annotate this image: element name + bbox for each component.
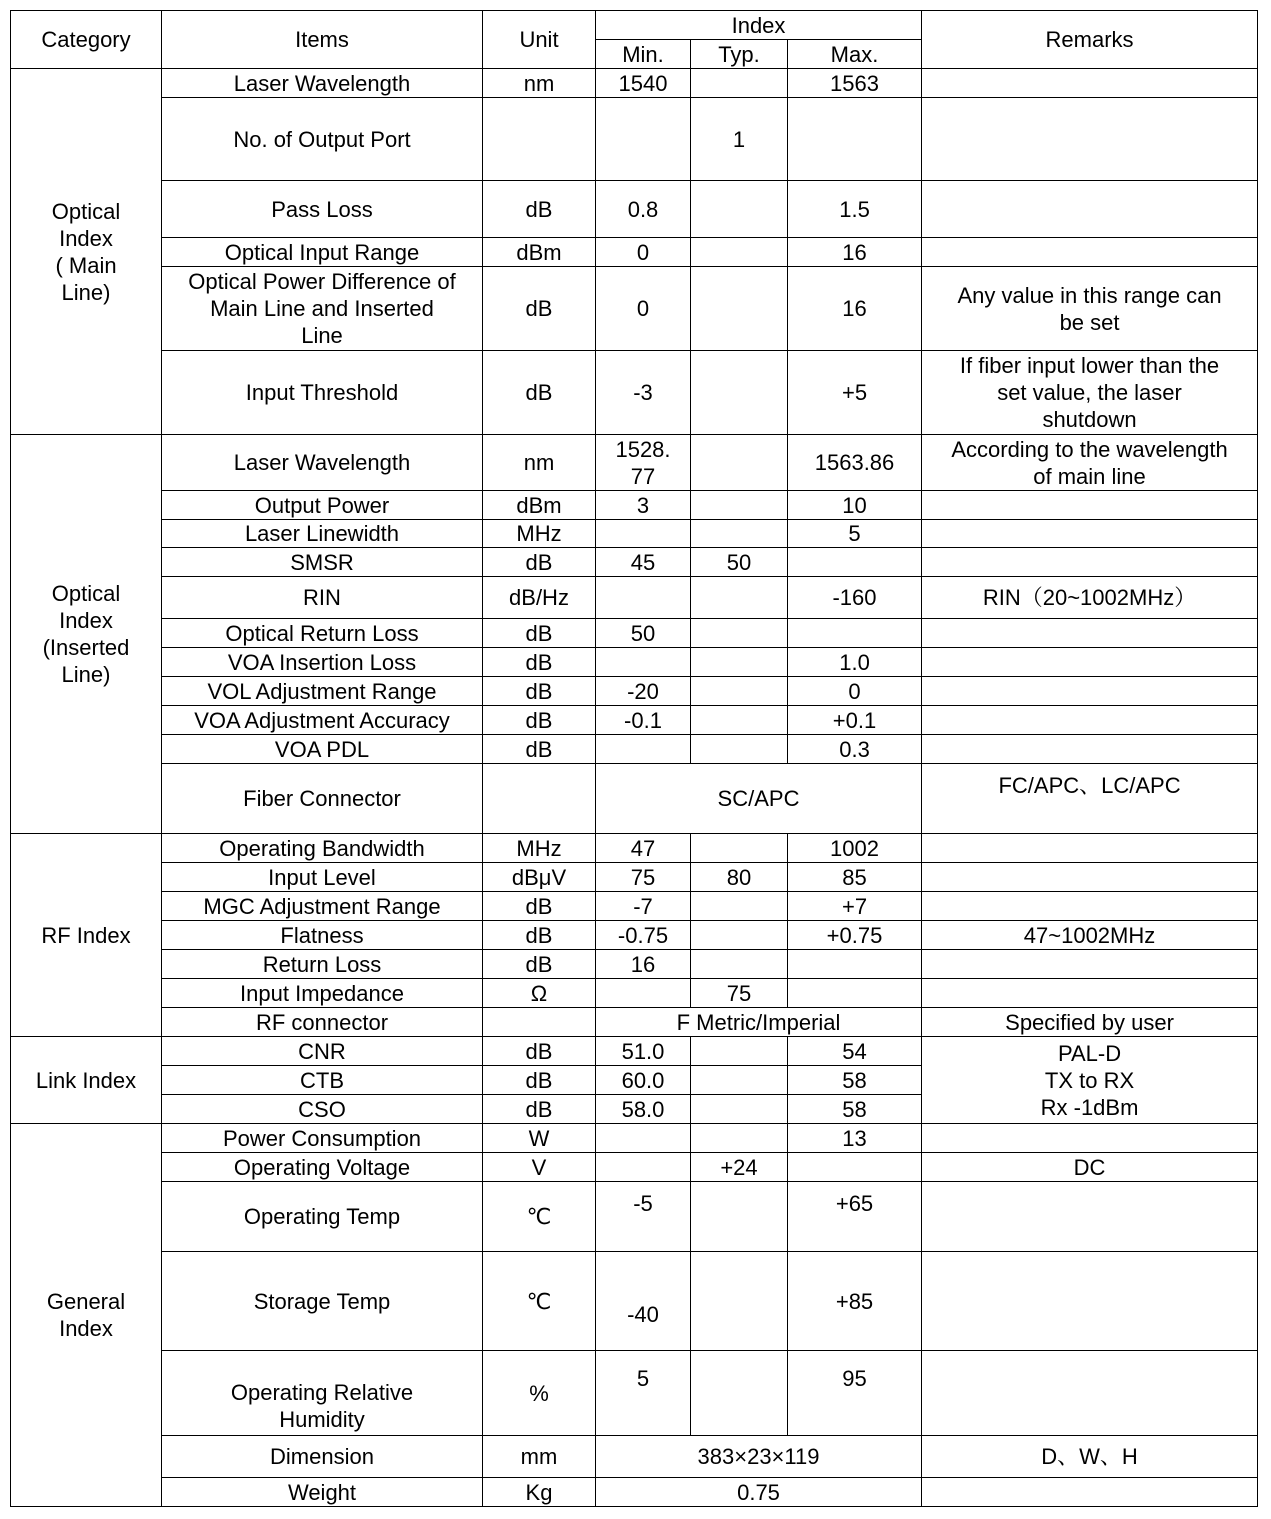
min-cell: 58.0	[596, 1095, 691, 1124]
min-cell: -3	[596, 351, 691, 435]
unit-cell: ℃	[483, 1252, 596, 1351]
table-row	[11, 648, 1258, 677]
item-cell: CNR	[162, 1037, 483, 1066]
dimension-value: 383×23×119	[596, 1436, 922, 1478]
unit-cell: dB	[483, 548, 596, 577]
item-cell: No. of Output Port	[162, 98, 483, 181]
max-cell: 1563.86	[788, 435, 922, 491]
min-cell	[596, 1124, 691, 1153]
typ-cell	[691, 892, 788, 921]
table-row	[11, 520, 1258, 548]
min-cell: 1528. 77	[596, 435, 691, 491]
table-row	[11, 351, 1258, 435]
remarks-cell	[922, 69, 1258, 98]
max-cell	[788, 619, 922, 648]
unit-cell: dB	[483, 950, 596, 979]
unit-cell: dB	[483, 706, 596, 735]
category-link: Link Index	[11, 1037, 162, 1124]
min-cell	[596, 735, 691, 764]
header-index: Index	[596, 11, 922, 40]
min-cell: 60.0	[596, 1066, 691, 1095]
remarks-cell	[922, 491, 1258, 520]
unit-cell: dB	[483, 735, 596, 764]
max-cell	[788, 1153, 922, 1182]
table-row	[11, 577, 1258, 619]
item-cell: VOA Insertion Loss	[162, 648, 483, 677]
item-cell: CSO	[162, 1095, 483, 1124]
typ-cell	[691, 577, 788, 619]
header-max: Max.	[788, 40, 922, 69]
table-row	[11, 863, 1258, 892]
item-cell: Fiber Connector	[162, 764, 483, 834]
unit-cell: dB	[483, 892, 596, 921]
item-cell: Weight	[162, 1478, 483, 1507]
max-cell: 1563	[788, 69, 922, 98]
item-cell: Operating Bandwidth	[162, 834, 483, 863]
typ-cell: 1	[691, 98, 788, 181]
typ-cell: 75	[691, 979, 788, 1008]
item-cell: VOL Adjustment Range	[162, 677, 483, 706]
remarks-cell: If fiber input lower than the set value, the laser shutdown	[922, 351, 1258, 435]
typ-cell	[691, 648, 788, 677]
typ-cell	[691, 267, 788, 351]
table-row	[11, 1182, 1258, 1252]
unit-cell: dB/Hz	[483, 577, 596, 619]
max-cell: +0.75	[788, 921, 922, 950]
remarks-cell	[922, 181, 1258, 238]
header-typ: Typ.	[691, 40, 788, 69]
table-row	[11, 677, 1258, 706]
max-cell: 58	[788, 1066, 922, 1095]
table-row	[11, 238, 1258, 267]
table-row	[11, 1124, 1258, 1153]
remarks-cell	[922, 863, 1258, 892]
table-row	[11, 619, 1258, 648]
typ-cell	[691, 1095, 788, 1124]
unit-cell: dB	[483, 181, 596, 238]
table-row	[11, 1351, 1258, 1436]
header-min: Min.	[596, 40, 691, 69]
remarks-cell	[922, 238, 1258, 267]
min-cell: 45	[596, 548, 691, 577]
item-cell: Flatness	[162, 921, 483, 950]
item-cell: Optical Input Range	[162, 238, 483, 267]
unit-cell: dB	[483, 619, 596, 648]
table-row	[11, 764, 1258, 834]
unit-cell: dBm	[483, 238, 596, 267]
remarks-cell	[922, 548, 1258, 577]
remarks-cell: DC	[922, 1153, 1258, 1182]
min-cell: -0.75	[596, 921, 691, 950]
remarks-cell	[922, 892, 1258, 921]
min-cell: 3	[596, 491, 691, 520]
remarks-cell	[922, 648, 1258, 677]
max-cell: 1.0	[788, 648, 922, 677]
typ-cell	[691, 735, 788, 764]
item-cell: Laser Wavelength	[162, 69, 483, 98]
unit-cell: Ω	[483, 979, 596, 1008]
item-cell: Operating Voltage	[162, 1153, 483, 1182]
unit-cell: W	[483, 1124, 596, 1153]
category-general: General Index	[11, 1124, 162, 1507]
unit-cell: dBμV	[483, 863, 596, 892]
typ-cell	[691, 1066, 788, 1095]
typ-cell	[691, 181, 788, 238]
remarks-cell	[922, 520, 1258, 548]
unit-cell: Kg	[483, 1478, 596, 1507]
max-cell	[788, 979, 922, 1008]
typ-cell	[691, 921, 788, 950]
max-cell: 10	[788, 491, 922, 520]
header-category: Category	[11, 11, 162, 69]
item-cell: Input Threshold	[162, 351, 483, 435]
spec-table	[10, 10, 1258, 1507]
item-cell: Input Impedance	[162, 979, 483, 1008]
remarks-cell	[922, 706, 1258, 735]
item-cell: Optical Return Loss	[162, 619, 483, 648]
item-cell: CTB	[162, 1066, 483, 1095]
remarks-cell	[922, 834, 1258, 863]
max-cell: 0.3	[788, 735, 922, 764]
unit-cell	[483, 764, 596, 834]
max-cell: -160	[788, 577, 922, 619]
unit-cell	[483, 1008, 596, 1037]
item-cell: Pass Loss	[162, 181, 483, 238]
min-cell: -0.1	[596, 706, 691, 735]
unit-cell: MHz	[483, 520, 596, 548]
unit-cell: dB	[483, 648, 596, 677]
typ-cell	[691, 1351, 788, 1436]
table-row	[11, 69, 1258, 98]
unit-cell: nm	[483, 69, 596, 98]
min-cell: -5	[596, 1182, 691, 1252]
typ-cell	[691, 1037, 788, 1066]
min-cell: 75	[596, 863, 691, 892]
table-row	[11, 921, 1258, 950]
remarks-cell	[922, 735, 1258, 764]
min-cell: 16	[596, 950, 691, 979]
min-cell	[596, 520, 691, 548]
min-cell	[596, 577, 691, 619]
min-cell	[596, 1153, 691, 1182]
max-cell: 54	[788, 1037, 922, 1066]
unit-cell: dB	[483, 267, 596, 351]
min-cell: 1540	[596, 69, 691, 98]
max-cell	[788, 98, 922, 181]
item-cell: Storage Temp	[162, 1252, 483, 1351]
unit-cell: V	[483, 1153, 596, 1182]
remarks-cell	[922, 1351, 1258, 1436]
item-cell: RIN	[162, 577, 483, 619]
unit-cell: dB	[483, 921, 596, 950]
max-cell: +65	[788, 1182, 922, 1252]
table-row	[11, 548, 1258, 577]
remarks-cell: Any value in this range can be set	[922, 267, 1258, 351]
max-cell: 58	[788, 1095, 922, 1124]
remarks-cell: FC/APC、LC/APC	[922, 764, 1258, 834]
min-cell: 0	[596, 267, 691, 351]
max-cell	[788, 548, 922, 577]
item-cell: Operating Temp	[162, 1182, 483, 1252]
max-cell: +7	[788, 892, 922, 921]
remarks-cell	[922, 677, 1258, 706]
typ-cell	[691, 435, 788, 491]
item-cell: Output Power	[162, 491, 483, 520]
item-cell: Dimension	[162, 1436, 483, 1478]
category-optical-inserted: Optical Index (Inserted Line)	[11, 435, 162, 834]
table-row	[11, 892, 1258, 921]
remarks-cell	[922, 1124, 1258, 1153]
table-row	[11, 950, 1258, 979]
item-cell: Input Level	[162, 863, 483, 892]
unit-cell: dB	[483, 677, 596, 706]
max-cell: 1002	[788, 834, 922, 863]
unit-cell: dB	[483, 1037, 596, 1066]
table-row	[11, 979, 1258, 1008]
item-cell: VOA PDL	[162, 735, 483, 764]
item-cell: MGC Adjustment Range	[162, 892, 483, 921]
typ-cell	[691, 1182, 788, 1252]
max-cell: 13	[788, 1124, 922, 1153]
unit-cell: ℃	[483, 1182, 596, 1252]
typ-cell: +24	[691, 1153, 788, 1182]
max-cell: +5	[788, 351, 922, 435]
unit-cell: nm	[483, 435, 596, 491]
remarks-cell: D、W、H	[922, 1436, 1258, 1478]
item-cell: Return Loss	[162, 950, 483, 979]
max-cell: 16	[788, 267, 922, 351]
remarks-cell: According to the wavelength of main line	[922, 435, 1258, 491]
typ-cell	[691, 1124, 788, 1153]
max-cell: 16	[788, 238, 922, 267]
max-cell: +0.1	[788, 706, 922, 735]
remarks-cell: RIN（20~1002MHz）	[922, 577, 1258, 619]
unit-cell: dBm	[483, 491, 596, 520]
typ-cell	[691, 351, 788, 435]
unit-cell: %	[483, 1351, 596, 1436]
min-cell	[596, 979, 691, 1008]
item-cell: Operating Relative Humidity	[162, 1351, 483, 1436]
min-cell: 0.8	[596, 181, 691, 238]
item-cell: Power Consumption	[162, 1124, 483, 1153]
typ-cell	[691, 520, 788, 548]
max-cell: +85	[788, 1252, 922, 1351]
table-row	[11, 491, 1258, 520]
remarks-cell	[922, 619, 1258, 648]
typ-cell	[691, 1252, 788, 1351]
max-cell: 5	[788, 520, 922, 548]
table-row	[11, 834, 1258, 863]
table-row	[11, 1037, 1258, 1066]
remarks-cell	[922, 98, 1258, 181]
fiber-connector-value: SC/APC	[596, 764, 922, 834]
unit-cell: mm	[483, 1436, 596, 1478]
item-cell: Laser Linewidth	[162, 520, 483, 548]
item-cell: Optical Power Difference of Main Line and Inserted Line	[162, 267, 483, 351]
typ-cell: 50	[691, 548, 788, 577]
unit-cell: MHz	[483, 834, 596, 863]
remarks-cell	[922, 950, 1258, 979]
remarks-cell	[922, 1478, 1258, 1507]
table-row	[11, 706, 1258, 735]
max-cell	[788, 950, 922, 979]
min-cell: 50	[596, 619, 691, 648]
table-row	[11, 1008, 1258, 1037]
category-rf: RF Index	[11, 834, 162, 1037]
item-cell: RF connector	[162, 1008, 483, 1037]
category-optical-main: Optical Index ( Main Line)	[11, 69, 162, 435]
typ-cell: 80	[691, 863, 788, 892]
table-row	[11, 735, 1258, 764]
typ-cell	[691, 491, 788, 520]
remarks-cell	[922, 1182, 1258, 1252]
max-cell: 0	[788, 677, 922, 706]
typ-cell	[691, 69, 788, 98]
typ-cell	[691, 950, 788, 979]
unit-cell: dB	[483, 1095, 596, 1124]
min-cell: -20	[596, 677, 691, 706]
table-row	[11, 98, 1258, 181]
typ-cell	[691, 238, 788, 267]
header-unit: Unit	[483, 11, 596, 69]
table-row	[11, 435, 1258, 491]
max-cell: 1.5	[788, 181, 922, 238]
min-cell: 47	[596, 834, 691, 863]
remarks-cell: 47~1002MHz	[922, 921, 1258, 950]
unit-cell: dB	[483, 351, 596, 435]
table-row	[11, 181, 1258, 238]
min-cell: -7	[596, 892, 691, 921]
remarks-cell	[922, 979, 1258, 1008]
table-row	[11, 1436, 1258, 1478]
item-cell: Laser Wavelength	[162, 435, 483, 491]
header-remarks: Remarks	[922, 11, 1258, 69]
typ-cell	[691, 619, 788, 648]
header-items: Items	[162, 11, 483, 69]
typ-cell	[691, 677, 788, 706]
min-cell: 0	[596, 238, 691, 267]
remarks-cell: Specified by user	[922, 1008, 1258, 1037]
min-cell	[596, 98, 691, 181]
item-cell: SMSR	[162, 548, 483, 577]
weight-value: 0.75	[596, 1478, 922, 1507]
unit-cell: dB	[483, 1066, 596, 1095]
max-cell: 95	[788, 1351, 922, 1436]
table-row	[11, 267, 1258, 351]
min-cell: -40	[596, 1252, 691, 1351]
min-cell: 51.0	[596, 1037, 691, 1066]
remarks-cell	[922, 1252, 1258, 1351]
min-cell	[596, 648, 691, 677]
table-row	[11, 1252, 1258, 1351]
max-cell: 85	[788, 863, 922, 892]
item-cell: VOA Adjustment Accuracy	[162, 706, 483, 735]
unit-cell	[483, 98, 596, 181]
table-row	[11, 1478, 1258, 1507]
min-cell: 5	[596, 1351, 691, 1436]
table-row	[11, 1153, 1258, 1182]
typ-cell	[691, 706, 788, 735]
typ-cell	[691, 834, 788, 863]
link-remarks: PAL-D TX to RX Rx -1dBm	[922, 1037, 1258, 1124]
rf-connector-value: F Metric/Imperial	[596, 1008, 922, 1037]
